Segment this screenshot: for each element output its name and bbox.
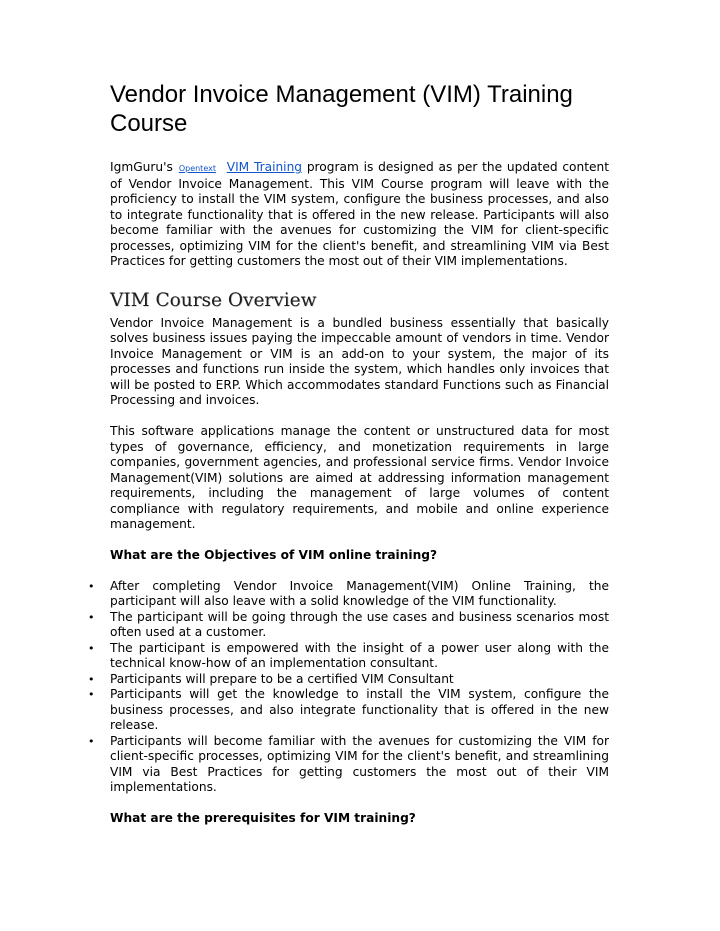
- overview-paragraph-1: Vendor Invoice Management is a bundled business essentially that basically solves business issues paying the impeccable amount of vendors in time. Vendor Invoice Management or VIM is an add-on to your system, the major of its processes and functions run inside the system, which handles only invoices that will be posted to ERP. Which accommodates standard Functions such as Financial Processing and invoices.: [110, 315, 609, 407]
- list-item: [88, 733, 609, 796]
- objectives-heading: What are the Objectives of VIM online training?: [110, 548, 438, 562]
- list-item: [88, 671, 609, 688]
- list-item: [88, 640, 609, 672]
- bullet-icon: •: [88, 672, 95, 686]
- page-title: Vendor Invoice Management (VIM) Training Course: [110, 81, 573, 137]
- bullet-icon: •: [88, 688, 95, 701]
- bullet-icon: •: [88, 641, 95, 655]
- list-item: [88, 609, 609, 641]
- list-item: [88, 687, 609, 734]
- list-item-text: Participants will become familiar with the avenues for customizing the VIM for client-specific processes, optimizing VIM for the client's benefit, and streamlining VIM via Best Practices for getting customers the most out of their VIM implementations.: [110, 733, 609, 794]
- prerequisites-heading: What are the prerequisites for VIM training?: [110, 811, 416, 825]
- bullet-icon: •: [88, 579, 95, 593]
- list-item-text: Participants will get the knowledge to install the VIM system, configure the business processes, and also integrate functionality that is offered in the new release.: [110, 687, 609, 732]
- intro-prefix: IgmGuru's: [110, 160, 173, 174]
- list-item-text: Participants will prepare to be a certified VIM Consultant: [110, 671, 454, 686]
- bullet-icon: •: [88, 734, 95, 748]
- opentext-link[interactable]: Opentext: [178, 164, 216, 173]
- list-item-text: The participant is empowered with the insight of a power user along with the technical know-how of an implementation consultant.: [110, 640, 609, 670]
- intro-text: program is designed as per the updated content of Vendor Invoice Management. This VIM Course program will leave with the proficiency to install the VIM system, configure the business processes, and also to integrate functionality that is offered in the new release. Participants will also become familiar with the avenues for customizing the VIM for client-specific processes, optimizing VIM for the client's benefit, and streamlining VIM via Best Practices for getting customers the most out of their VIM implementations.: [110, 160, 609, 268]
- list-item: [88, 578, 609, 610]
- overview-paragraph-2: This software applications manage the content or unstructured data for most types of governance, efficiency, and monetization requirements in large companies, government agencies, and professional service firms. Vendor Invoice Management(VIM) solutions are aimed at addressing information management requirements, including the management of large volumes of content compliance with regulatory requirements, and mobile and online experience management.: [110, 424, 609, 531]
- list-item-text: After completing Vendor Invoice Management(VIM) Online Training, the participant will also leave with a solid knowledge of the VIM functionality.: [110, 578, 609, 608]
- overview-heading: VIM Course Overview: [110, 289, 317, 311]
- objectives-list: [88, 578, 609, 796]
- bullet-icon: •: [88, 610, 95, 624]
- vim-training-link[interactable]: VIM Training: [226, 160, 303, 174]
- list-item-text: The participant will be going through the use cases and business scenarios most often used at a customer.: [110, 609, 609, 639]
- intro-paragraph: [110, 160, 609, 270]
- document-page: [88, 80, 609, 827]
